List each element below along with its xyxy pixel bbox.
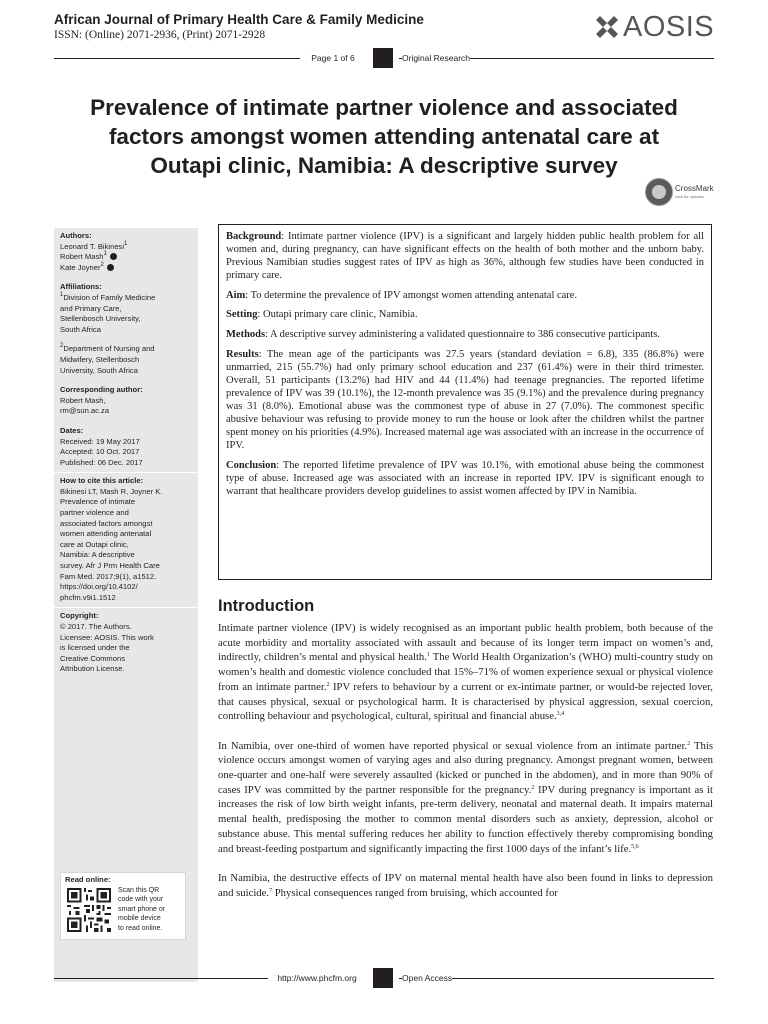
qr-instructions: Scan this QR code with your smart phone or mobile device to read online.: [118, 887, 166, 932]
corresponding-email[interactable]: rm@sun.ac.za: [60, 406, 110, 416]
citation-text: Bikinesi LT, Mash R, Joyner K. Prevalence of intimate partner violence and associated factors amongst women attending antenatal care at Outapi clinic, Namibia: A descriptive survey. Afr J Prm Health Care Fam Med. 2017;9(1), a1512. https://doi.org/10.4102/ phcfm.v9i1.1512: [60, 487, 192, 604]
body-paragraph: Intimate partner violence (IPV) is widely recognised as an important public health problem, both because of the acute morbidity and mortality associated with assault and because of its longer term impact on women’s and, indirectly, children’s mental and physical health.$^1$ The World Health Organization’s (WHO) multi-country study on women’s health and domestic violence concluded that 15%–71% of women experience sexual or physical violence from an intimate partner.$^2$ IPV refers to behaviour by a current or ex-intimate partner, or would-be rejected lover, that causes physical, sexual or psychological harm. It is characterised by physical aggression, sexual coercion, controlling behaviour and psychological, cultural, spiritual and financial abuse.$^{3,4}$: [218, 622, 713, 723]
doi-link[interactable]: https://doi.org/10.4102/: [60, 582, 138, 592]
author-item: Leonard T. Bikinesi$^1$: [60, 240, 128, 251]
footer-url-link[interactable]: http://www.phcfm.org: [268, 973, 366, 983]
article-type: Original Research: [402, 53, 471, 63]
article-title-line: Prevalence of intimate partner violence and associated: [90, 95, 678, 120]
affiliation-1: $^1$Division of Family Medicine and Primary Care, Stellenbosch University, South Africa: [60, 291, 156, 334]
orcid-icon[interactable]: [110, 253, 117, 260]
author-item: Kate Joyner$^2$: [60, 263, 192, 274]
corresponding-heading: Corresponding author:: [60, 385, 143, 395]
author-item: Robert Mash$^1$: [60, 252, 192, 263]
authors-heading: Authors:: [60, 231, 92, 240]
aosis-logo-text: AOSIS: [623, 11, 715, 43]
aosis-logo-icon: [594, 14, 620, 40]
article-title: [40, 93, 728, 180]
abstract-conclusion: Conclusion: The reported lifetime prevalence of IPV was 10.1%, with emotional abuse being the commonest type of abuse. Increased age was associated with an increase in reported IPV. IPV is significant enough to warrant that healthcare providers develop guidelines to assist women affected by IPV in Namibia.: [226, 459, 704, 498]
abstract-aim: Aim: To determine the prevalence of IPV amongst women attending antenatal care.: [226, 289, 578, 301]
publisher-logo: [594, 12, 718, 44]
article-sidebar: [54, 228, 198, 982]
orcid-icon[interactable]: [107, 264, 114, 271]
issn-line: ISSN: (Online) 2071-2936, (Print) 2071-2928: [54, 29, 266, 41]
abstract-results: Results: The mean age of the participants was 27.5 years (standard deviation = 6.8), 335 (86.8%) were unmarried, 215 (55.7%) had only primary school education and 237 (61.4%) were in their third trimester. Overall, 51 participants (13.2%) had HIV and 44 (11.4%) had teenage pregnancies. The reported lifetime prevalence of IPV was 39 (10.1%), the 12-month prevalence was 35 (9.1%) and the prevalence during pregnancy was 31 (8.0%). Emotional abuse was the commonest type of abuse in 27 (7.0%). The commonest specific abusive behaviour was refusing to provide money to run the house or look after the children whilst the partner spent money on his priorities (4.9%). Increased maternal age was associated with an increase in the occurrence of IPV.: [226, 348, 704, 452]
read-online-heading: Read online:: [65, 875, 111, 884]
read-online-box: [60, 872, 186, 940]
journal-title: African Journal of Primary Health Care & Family Medicine: [54, 12, 424, 27]
header-center-block: [373, 48, 393, 68]
crossmark-badge[interactable]: [645, 178, 725, 206]
footer-open-access: Open Access: [402, 973, 453, 983]
doi-link[interactable]: phcfm.v9i1.1512: [60, 592, 116, 602]
corresponding-name: Robert Mash,: [60, 395, 106, 405]
affiliation-2: $^2$Department of Nursing and Midwifery, Stellenbosch University, South Africa: [60, 343, 155, 375]
article-title-line: Outapi clinic, Namibia: A descriptive survey: [150, 153, 618, 178]
abstract-methods: Methods: A descriptive survey administering a validated questionnaire to 386 consecutive participants.: [226, 329, 660, 341]
copyright-heading: Copyright:: [60, 611, 99, 621]
abstract-box: [218, 224, 712, 580]
body-text: [218, 621, 713, 915]
footer-center-block: [373, 968, 393, 988]
body-paragraph: In Namibia, the destructive effects of IPV on maternal mental health have also been found in links to depression and suicide.$^7$ Physical consequences ranged from bruising, which accounted for: [218, 871, 713, 899]
date-accepted: Accepted: 10 Oct. 2017: [60, 447, 140, 457]
qr-code-icon[interactable]: [67, 888, 111, 932]
body-paragraph: In Namibia, over one-third of women have reported physical or sexual violence from an intimate partner.$^2$ This violence occurs amongst women of varying ages and also during pregnancy. Amongst pregnant women, between one-quarter and one-half were severely assaulted (kicked or punched in the abdomen), and in more than 90% of cases IPV was committed by the partner responsible for the pregnancy.$^2$ IPV during pregnancy is important as it increases the risk of low birth weight infants, pre-term delivery, neonatal and maternal death. It impairs maternal mental health, predisposing the mother to common mental disorders such as anxiety, depression, alcohol or substance abuse. This mental suffering reduces her ability to function effectively thereby compromising bonding and breast-feeding postpartum and significantly impacting the first 1000 days of the infant’s life.$^{5,6}$: [218, 739, 713, 855]
date-published: Published: 06 Dec. 2017: [60, 457, 143, 467]
article-title-line: factors amongst women attending antenatal care at: [108, 124, 660, 149]
date-received: Received: 19 May 2017: [60, 436, 140, 446]
copyright-text: © 2017. The Authors. Licensee: AOSIS. This work is licensed under the Creative Commons Attribution License.: [60, 622, 154, 674]
abstract-background: Background: Intimate partner violence (IPV) is a significant and largely hidden public health problem for all women and, during pregnancy, can have significant effects on the health of both mother and the unborn baby. Previous Namibian studies suggest rates of IPV as high as 36%, although few studies have been conducted in primary care.: [226, 231, 704, 282]
cite-heading: How to cite this article:: [60, 476, 144, 486]
dates-heading: Dates:: [60, 425, 84, 435]
affiliations-heading: Affiliations:: [60, 282, 102, 292]
crossmark-icon: [645, 178, 673, 206]
introduction-heading: Introduction: [218, 597, 315, 615]
crossmark-label: CrossMark: [675, 184, 714, 193]
crossmark-sublabel: click for updates: [675, 194, 704, 199]
abstract-setting: Setting: Outapi primary care clinic, Namibia.: [226, 309, 418, 321]
page-info: Page 1 of 6: [300, 53, 366, 63]
